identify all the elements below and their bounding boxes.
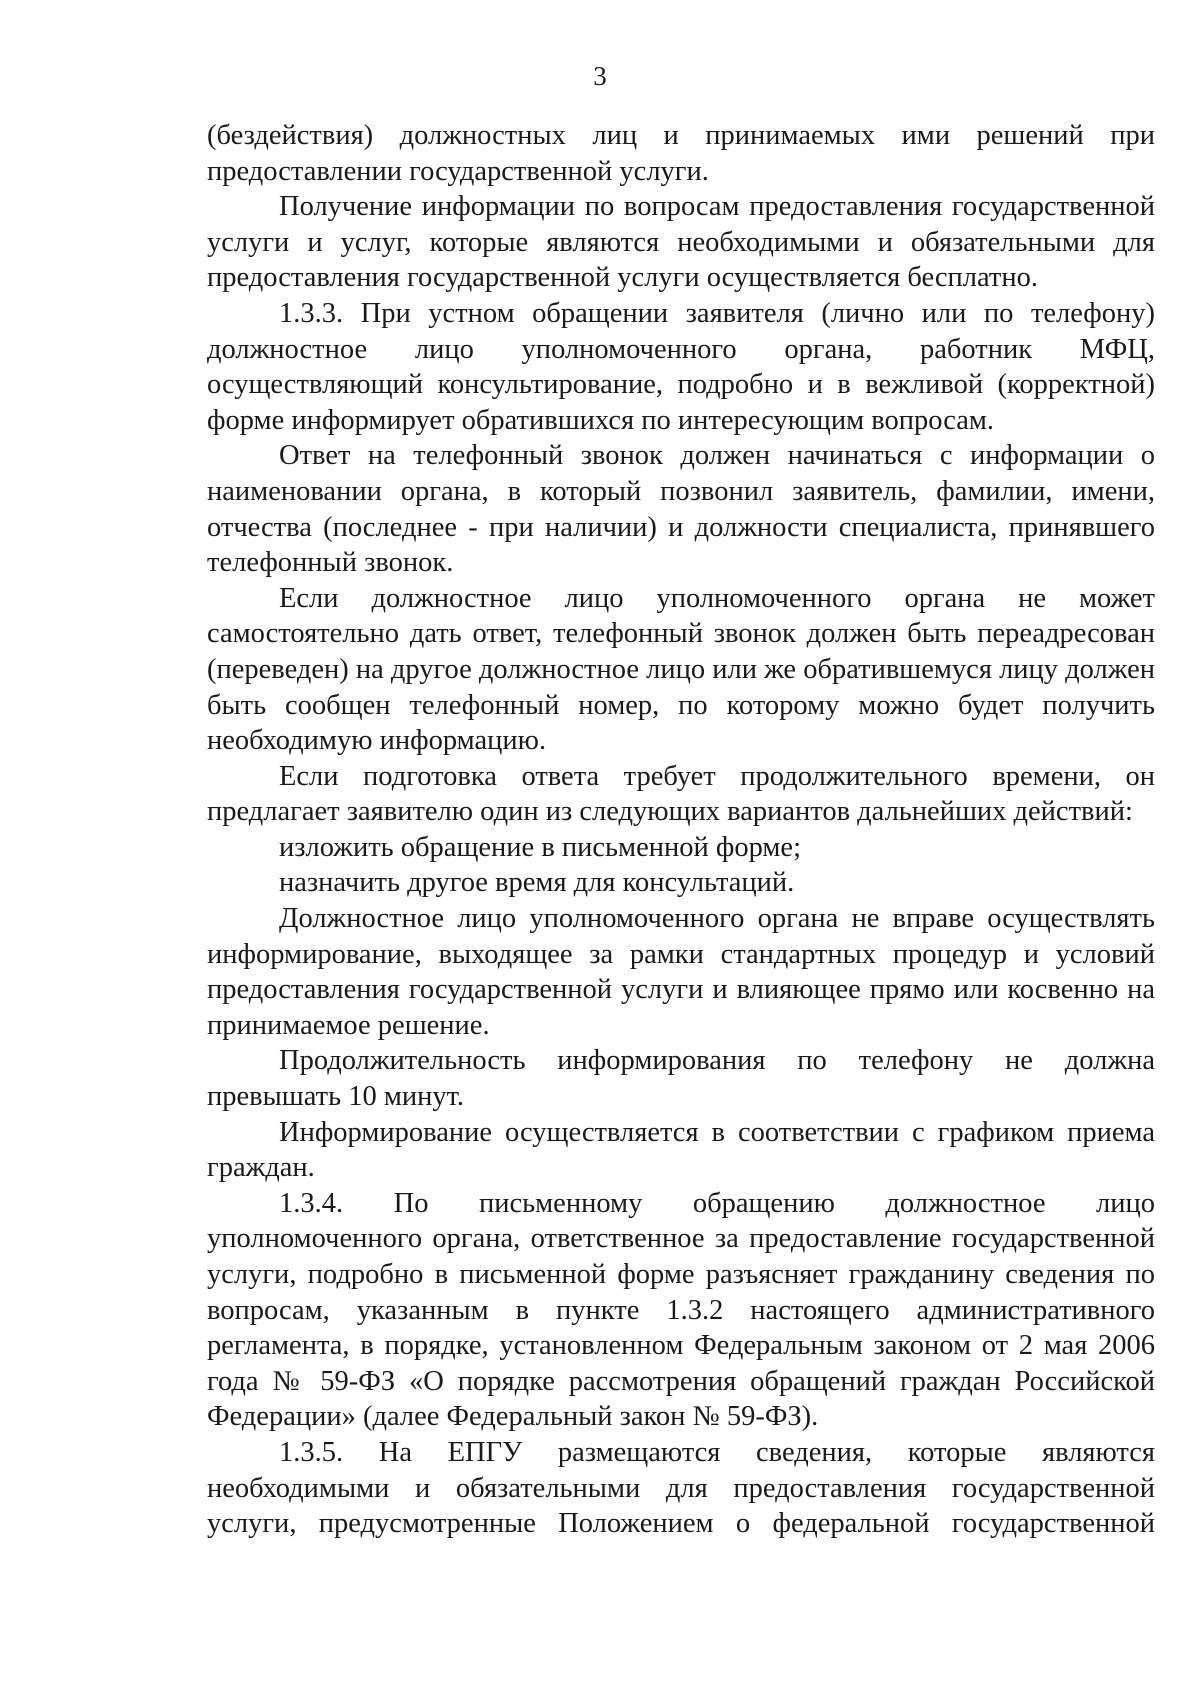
paragraph: (бездействия) должностных лиц и принимаемых ими решений при предоставлении государственной услуги. bbox=[207, 120, 1155, 187]
paragraph: Ответ на телефонный звонок должен начинаться с информации о наименовании органа, в который позвонил заявитель, фамилии, имени, отчества (последнее - при наличии) и должности специалиста, принявшего телефонный звонок. bbox=[207, 440, 1155, 579]
paragraph: изложить обращение в письменной форме; bbox=[279, 831, 802, 863]
paragraph: 1.3.3. При устном обращении заявителя (лично или по телефону) должностное лицо уполномоченного органа, работник МФЦ, осуществляющий консультирование, подробно и в вежливой (корректной) форме информирует обратившихся по интересующим вопросам. bbox=[207, 297, 1155, 436]
page-number: 3 bbox=[593, 61, 607, 91]
paragraph: 1.3.5. На ЕПГУ размещаются сведения, которые являются необходимыми и обязательными для предоставления государственной услуги, предусмотренные Положением о федеральной государственной bbox=[207, 1436, 1155, 1540]
document-body bbox=[207, 118, 1155, 1542]
paragraph: Должностное лицо уполномоченного органа не вправе осуществлять информирование, выходящее за рамки стандартных процедур и условий предоставления государственной услуги и влияющее прямо или косвенно на принимаемое решение. bbox=[207, 903, 1155, 1041]
paragraph: Если подготовка ответа требует продолжительного времени, он предлагает заявителю один из следующих вариантов дальнейших действий: bbox=[207, 760, 1155, 828]
paragraph: Информирование осуществляется в соответствии с графиком приема граждан. bbox=[207, 1116, 1155, 1184]
paragraph: назначить другое время для консультаций. bbox=[279, 867, 795, 899]
paragraph: Если должностное лицо уполномоченного органа не может самостоятельно дать ответ, телефонный звонок должен быть переадресован (переведен) на другое должностное лицо или же обратившемуся лицу должен быть сообщен телефонный номер, по которому можно будет получить необходимую информацию. bbox=[207, 582, 1155, 757]
paragraph: Получение информации по вопросам предоставления государственной услуги и услуг, которые являются необходимыми и обязательными для предоставления государственной услуги осуществляется бесплатно. bbox=[207, 191, 1155, 294]
paragraph: 1.3.4. По письменному обращению должностное лицо уполномоченного органа, ответственное за предоставление государственной услуги, подробно в письменной форме разъясняет гражданину сведения по вопросам, указанным в пункте 1.3.2 настоящего административного регламента, в порядке, установленном Федеральным законом от 2 мая 2006 года № 59-ФЗ «О порядке рассмотрения обращений граждан Российской Федерации» (далее Федеральный закон № 59-ФЗ). bbox=[207, 1187, 1155, 1433]
paragraph: Продолжительность информирования по телефону не должна превышать 10 минут. bbox=[207, 1045, 1155, 1113]
